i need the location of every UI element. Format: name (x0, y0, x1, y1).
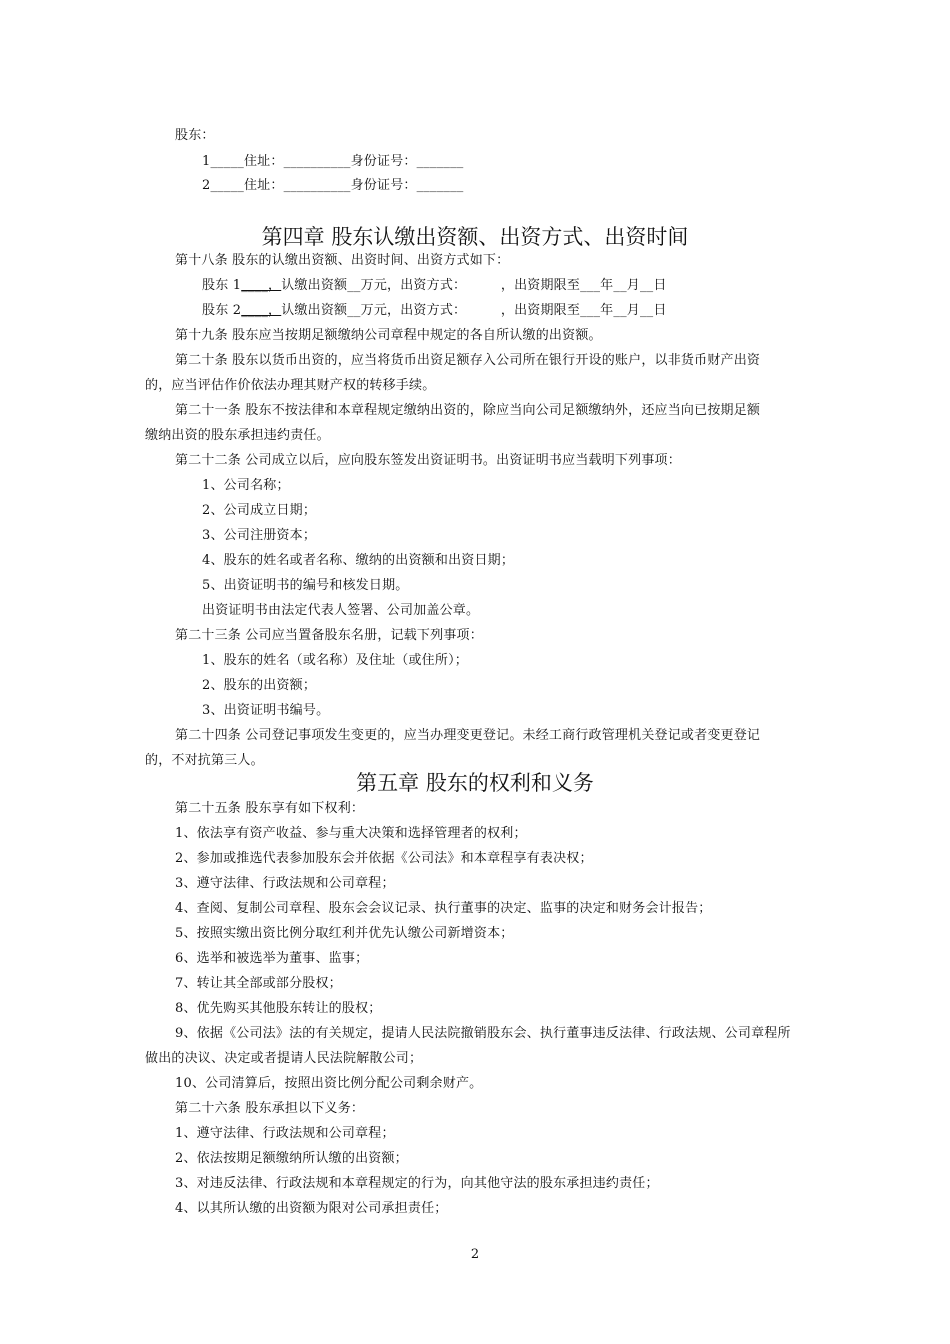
page-number: 2 (470, 1247, 480, 1262)
list-item: 3、出资证明书编号。 (202, 703, 330, 718)
contribution-row-1 (202, 277, 667, 295)
name-blank: ____， (241, 278, 282, 293)
article-22: 第二十二条 公司成立以后，应向股东签发出资证明书。出资证明书应当载明下列事项： (175, 453, 681, 468)
article-19: 第十九条 股东应当按期足额缴纳公司章程中规定的各自所认缴的出资额。 (175, 328, 602, 343)
id-blank: _______ (416, 178, 464, 193)
list-item-10: 10、公司清算后，按照出资比例分配公司剩余财产。 (175, 1076, 483, 1091)
contribution-terms: 认缴出资额__万元，出资方式： ，出资期限至___年__月__日 (281, 303, 667, 318)
article-25: 第二十五条 股东享有如下权利： (175, 801, 365, 816)
article-24-line-1: 第二十四条 公司登记事项发生变更的，应当办理变更登记。未经工商行政管理机关登记或者变更登记 (175, 728, 761, 743)
shareholders-label: 股东： (175, 128, 215, 143)
address-blank: __________ (283, 154, 351, 169)
list-item: 3、对违反法律、行政法规和本章程规定的行为，向其他守法的股东承担违约责任； (175, 1176, 659, 1191)
id-blank: _______ (416, 154, 464, 169)
id-label: 身份证号： (350, 154, 417, 169)
article-18: 第十八条 股东的认缴出资额、出资时间、出资方式如下： (175, 253, 510, 268)
chapter-5-title: 第五章 股东的权利和义务 (356, 771, 594, 795)
id-label: 身份证号： (350, 178, 417, 193)
article-21-line-2: 缴纳出资的股东承担违约责任。 (145, 428, 330, 443)
chapter-4-title: 第四章 股东认缴出资额、出资方式、出资时间 (261, 225, 689, 249)
shareholder-line-1 (202, 153, 464, 171)
article-22-note: 出资证明书由法定代表人签署、公司加盖公章。 (202, 603, 480, 618)
address-label: 住址： (243, 154, 284, 169)
list-item-9-line-1: 9、依据《公司法》法的有关规定，提请人民法院撤销股东会、执行董事违反法律、行政法规、公司章程所 (175, 1026, 791, 1041)
list-item: 2、股东的出资额； (202, 678, 317, 693)
list-item: 7、转让其全部或部分股权； (175, 976, 342, 991)
shareholder-2-number: 2_____ (202, 178, 244, 193)
article-23: 第二十三条 公司应当置备股东名册，记载下列事项： (175, 628, 483, 643)
list-item: 5、按照实缴出资比例分取红利并优先认缴公司新增资本； (175, 926, 514, 941)
address-label: 住址： (243, 178, 284, 193)
list-item: 3、公司注册资本； (202, 528, 317, 543)
list-item: 4、以其所认缴的出资额为限对公司承担责任； (175, 1201, 448, 1216)
list-item: 8、优先购买其他股东转让的股权； (175, 1001, 382, 1016)
article-20-line-2: 的，应当评估作价依法办理其财产权的转移手续。 (145, 378, 436, 393)
address-blank: __________ (283, 178, 351, 193)
article-24-line-2: 的，不对抗第三人。 (145, 753, 264, 768)
shareholder-name: 股东 2 (202, 303, 242, 318)
list-item: 1、股东的姓名（或名称）及住址（或住所）； (202, 653, 468, 668)
list-item-9-line-2: 做出的决议、决定或者提请人民法院解散公司； (145, 1051, 423, 1066)
contribution-row-2 (202, 302, 667, 320)
list-item: 4、股东的姓名或者名称、缴纳的出资额和出资日期； (202, 553, 515, 568)
article-21-line-1: 第二十一条 股东不按法律和本章程规定缴纳出资的，除应当向公司足额缴纳外，还应当向已按期足额 (175, 403, 761, 418)
list-item: 2、公司成立日期； (202, 503, 317, 518)
list-item: 1、遵守法律、行政法规和公司章程； (175, 1126, 395, 1141)
shareholder-line-2 (202, 177, 464, 195)
contribution-terms: 认缴出资额__万元，出资方式： ，出资期限至___年__月__日 (281, 278, 667, 293)
article-20-line-1: 第二十条 股东以货币出资的，应当将货币出资足额存入公司所在银行开设的账户，以非货币财产出资 (175, 353, 761, 368)
list-item: 2、参加或推选代表参加股东会并依据《公司法》和本章程享有表决权； (175, 851, 593, 866)
list-item: 2、依法按期足额缴纳所认缴的出资额； (175, 1151, 408, 1166)
list-item: 3、遵守法律、行政法规和公司章程； (175, 876, 395, 891)
list-item: 5、出资证明书的编号和核发日期。 (202, 578, 409, 593)
shareholder-name: 股东 1 (202, 278, 242, 293)
name-blank: ____， (241, 303, 282, 318)
list-item: 4、查阅、复制公司章程、股东会会议记录、执行董事的决定、监事的决定和财务会计报告； (175, 901, 712, 916)
list-item: 1、依法享有资产收益、参与重大决策和选择管理者的权利； (175, 826, 527, 841)
shareholder-1-number: 1_____ (202, 154, 244, 169)
list-item: 6、选举和被选举为董事、监事； (175, 951, 369, 966)
list-item: 1、公司名称； (202, 478, 290, 493)
article-26: 第二十六条 股东承担以下义务： (175, 1101, 365, 1116)
